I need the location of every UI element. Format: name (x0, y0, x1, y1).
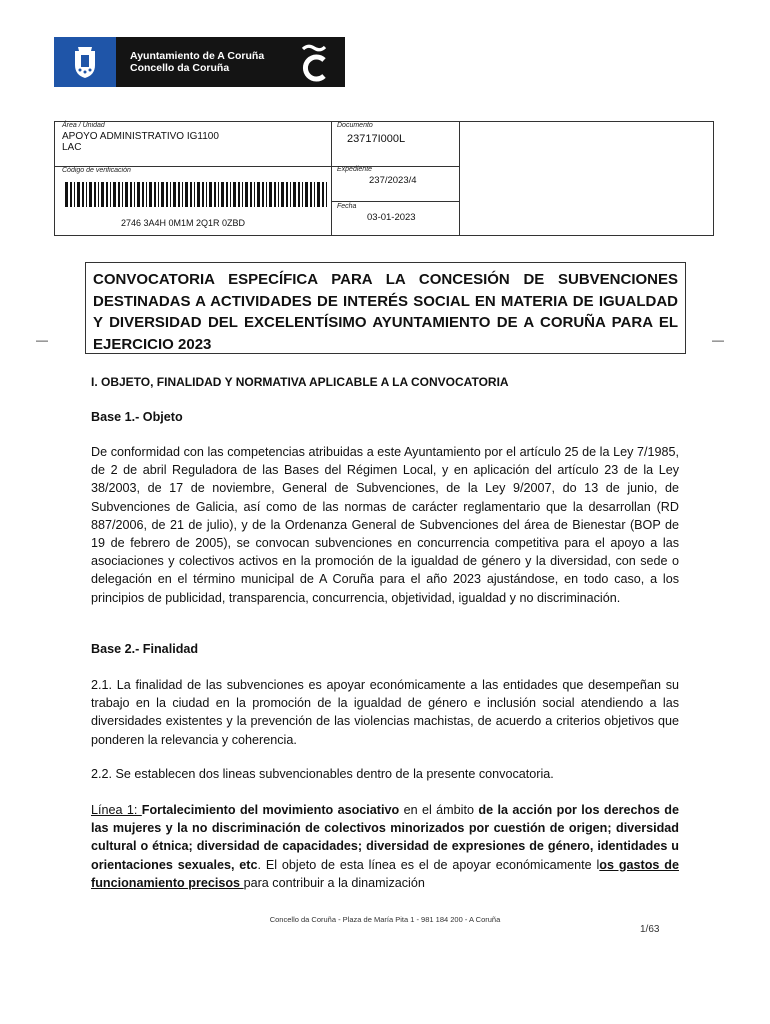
linea1-label: Línea 1: (91, 803, 142, 817)
expediente-label: Expediente (337, 166, 373, 173)
divider (331, 201, 459, 202)
linea1-t1: en el ámbito (399, 803, 479, 817)
area-value-line1: APOYO ADMINISTRATIVO IG1100 (62, 131, 219, 142)
linea1-t3: para contribuir a la dinamización (243, 875, 425, 890)
coat-of-arms-icon (54, 37, 116, 87)
title-line1: CONVOCATORIA ESPECÍFICA PARA LA CONCESIÓN DE SUBVENCIONES (93, 271, 678, 288)
footer-address: Concello da Coruña - Plaza de María Pita 1 - 981 184 200 - A Coruña (269, 915, 501, 924)
linea1-text (91, 801, 679, 892)
area-value-line2: LAC (62, 142, 82, 153)
linea1-bold2: de la acción por los derechos de las mujeres y la no discriminación de colectivos minorizados por cuestión de origen; diversidad cultural o étnica; diversidad de capacidades; diversidad de expresiones de género, identidades u orientaciones sexuales, etc (91, 803, 679, 872)
document-info-box (54, 121, 714, 236)
header-logo (54, 37, 345, 87)
area-label: Área / Unidad (62, 122, 105, 129)
base1-heading: Base 1.- Objeto (91, 410, 183, 424)
linea1-bold3: os gastos de funcionamiento precisos (91, 857, 679, 890)
expediente-value: 237/2023/4 (369, 175, 417, 186)
base2-paragraph2 (91, 765, 679, 783)
title-line3: Y DIVERSIDAD DEL EXCELENTÍSIMO AYUNTAMIENTO DE A CORUÑA PARA EL (93, 314, 678, 331)
verification-label: Código de verificación (62, 167, 131, 174)
base2-p1-text: 2.1. La finalidad de las subvenciones es apoyar económicamente a las entidades que desempeñan su trabajo en la ciudad en la promoción de la igualdad de género e inclusión social atendiendo a las diversidades existentes y la prevención de las violencias machistas, de acuerdo a criterios objetivos que ponderen la relevancia y coherencia. (91, 678, 679, 747)
base2-heading: Base 2.- Finalidad (91, 642, 199, 656)
title-box (85, 262, 686, 354)
page-number: 1/63 (640, 924, 660, 935)
margin-mark: — (712, 333, 724, 347)
fecha-value: 03-01-2023 (367, 212, 416, 223)
base2-paragraph1 (91, 676, 679, 749)
base2-p2-text: 2.2. Se establecen dos lineas subvencionables dentro de la presente convocatoria. (91, 767, 554, 781)
section-heading: I. OBJETO, FINALIDAD Y NORMATIVA APLICABLE A LA CONVOCATORIA (91, 375, 509, 389)
document-value: 23717I000L (347, 133, 406, 145)
base1-paragraph (91, 443, 679, 607)
base1-text: De conformidad con las competencias atribuidas a este Ayuntamiento por el artículo 25 de la Ley 7/1985, de 2 de abril Reguladora de las Bases del Régimen Local, y en aplicación del artículo 23 de la Ley 38/2003, de 17 de noviembre, General de Subvenciones, de la Ley 9/2007, do 13 de junio, de Subvenciones de Galicia, así como de las normas de carácter reglamentario que la desarrollan (RD 887/2006, de 21 de julio), y de la Ordenanza General de Subvenciones del área de Bienestar (BOP de 19 de febrero de 2005), se convocan subvenciones en concurrencia competitiva para el apoyo a las asociaciones y colectivos activos en la promoción de la igualdad de género y la diversidad, con sede o delegación en el término municipal de A Coruña para el año 2023 ajustándose, en todo caso, a los principios de publicidad, transparencia, concurrencia, objetividad, igualdad y no discriminación. (91, 445, 679, 605)
document-label: Documento (337, 122, 373, 129)
margin-mark: — (36, 333, 48, 347)
fecha-label: Fecha (337, 203, 357, 210)
logo-line2: Concello da Coruña (130, 62, 230, 74)
linea1-bold1: Fortalecimiento del movimiento asociativo (141, 803, 400, 817)
linea1-t2: . El objeto de esta línea es el de apoyar económicamente l (257, 857, 600, 872)
linea1-paragraph (91, 801, 679, 892)
logo-text (130, 50, 264, 74)
verification-code: 2746 3A4H 0M1M 2Q1R 0ZBD (121, 218, 246, 228)
divider (331, 122, 332, 235)
divider (459, 122, 460, 235)
title-line4: EJERCICIO 2023 (93, 335, 212, 353)
logo-line1: Ayuntamiento de A Coruña (130, 50, 265, 62)
title-line2: DESTINADAS A ACTIVIDADES DE INTERÉS SOCIAL EN MATERIA DE IGUALDAD (93, 292, 678, 310)
c-tilde-logo-icon (299, 41, 329, 83)
barcode-image (65, 182, 330, 207)
